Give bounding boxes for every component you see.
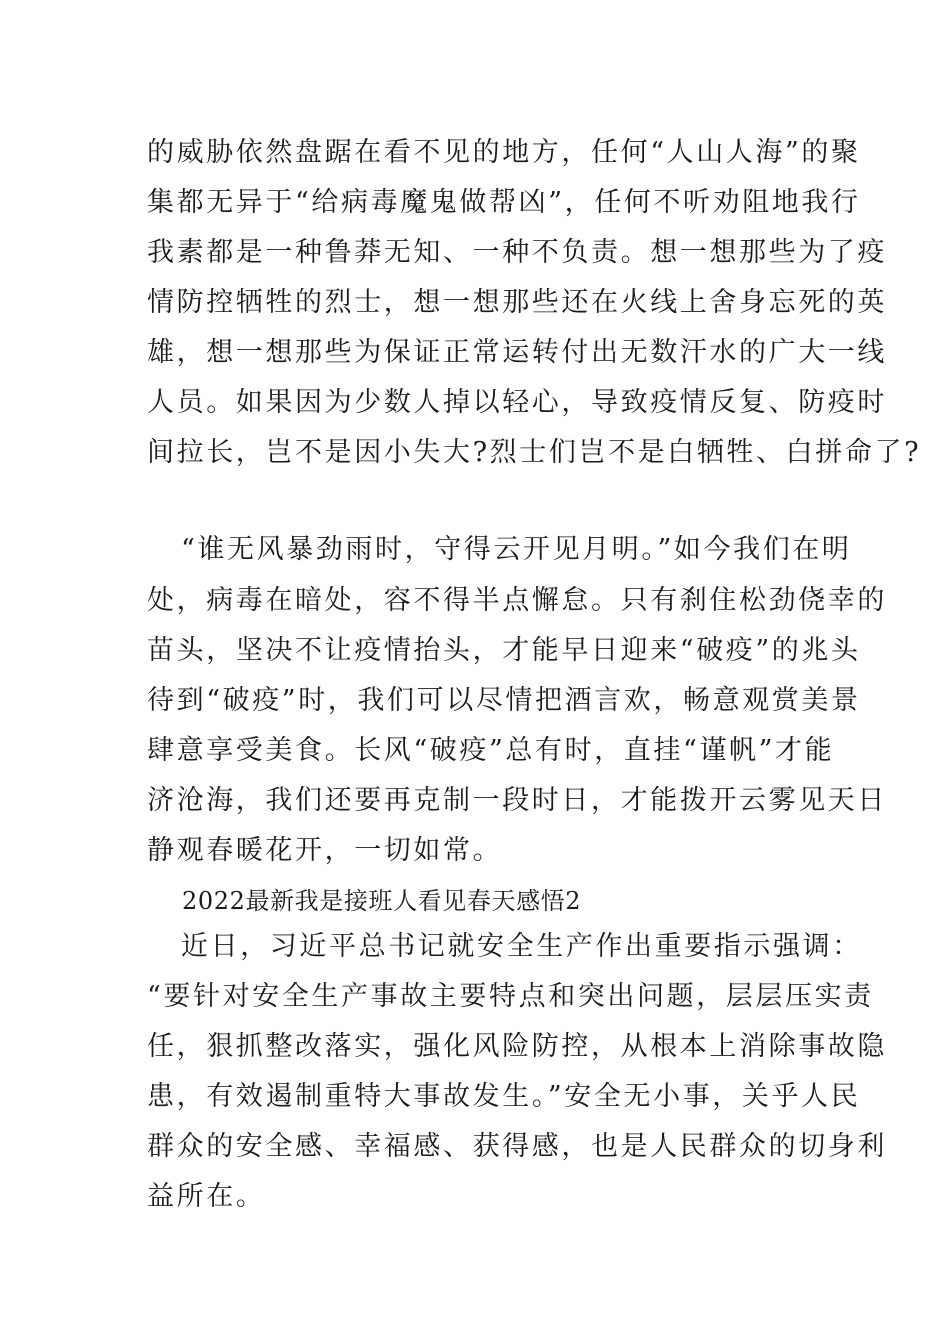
text-line: 待到“破疫”时，我们可以尽情把酒言欢，畅意观赏美景 (147, 685, 861, 716)
text-line: 的威胁依然盘踞在看不见的地方，任何“人山人海”的聚 (147, 137, 861, 168)
text-line: 处，病毒在暗处，容不得半点懈怠。只有刹住松劲侥幸的 (147, 585, 887, 616)
text-line: 近日，习近平总书记就安全生产作出重要指示强调： (181, 931, 862, 962)
text-line: 肆意享受美食。长风“破疫”总有时，直挂“谨帆”才能 (147, 735, 835, 766)
text-line: “要针对安全生产事故主要特点和突出问题，层层压实责 (147, 981, 874, 1012)
text-line: 益所在。 (147, 1181, 266, 1212)
text-line: 情防控牺牲的烈士，想一想那些还在火线上舍身忘死的英 (147, 287, 887, 318)
text-line: 患，有效遏制重特大事故发生。”安全无小事，关乎人民 (147, 1081, 861, 1112)
text-line: 济沧海，我们还要再克制一段时日，才能拨开云雾见天日 (147, 785, 887, 816)
text-line: 集都无异于“给病毒魔鬼做帮凶”，任何不听劝阻地我行 (147, 187, 861, 218)
text-line: 苗头，坚决不让疫情抬头，才能早日迎来“破疫”的兆头 (147, 635, 861, 666)
text-line: 人员。如果因为少数人掉以轻心，导致疫情反复、防疫时 (147, 387, 887, 418)
text-line: 静观春暖花开，一切如常。 (147, 835, 503, 866)
section-heading: 2022最新我是接班人看见春天感悟2 (182, 887, 582, 915)
text-line: 任，狠抓整改落实，强化风险防控，从根本上消除事故隐 (147, 1031, 887, 1062)
text-line: “谁无风暴劲雨时，守得云开见月明。”如今我们在明 (181, 534, 852, 565)
text-line: 雄，想一想那些为保证正常运转付出无数汗水的广大一线 (147, 337, 887, 368)
text-line: 间拉长，岂不是因小失大?烈士们岂不是白牺牲、白拼命了? (147, 437, 922, 468)
text-line: 群众的安全感、幸福感、获得感，也是人民群众的切身利 (147, 1131, 887, 1162)
text-line: 我素都是一种鲁莽无知、一种不负责。想一想那些为了疫 (147, 237, 887, 268)
